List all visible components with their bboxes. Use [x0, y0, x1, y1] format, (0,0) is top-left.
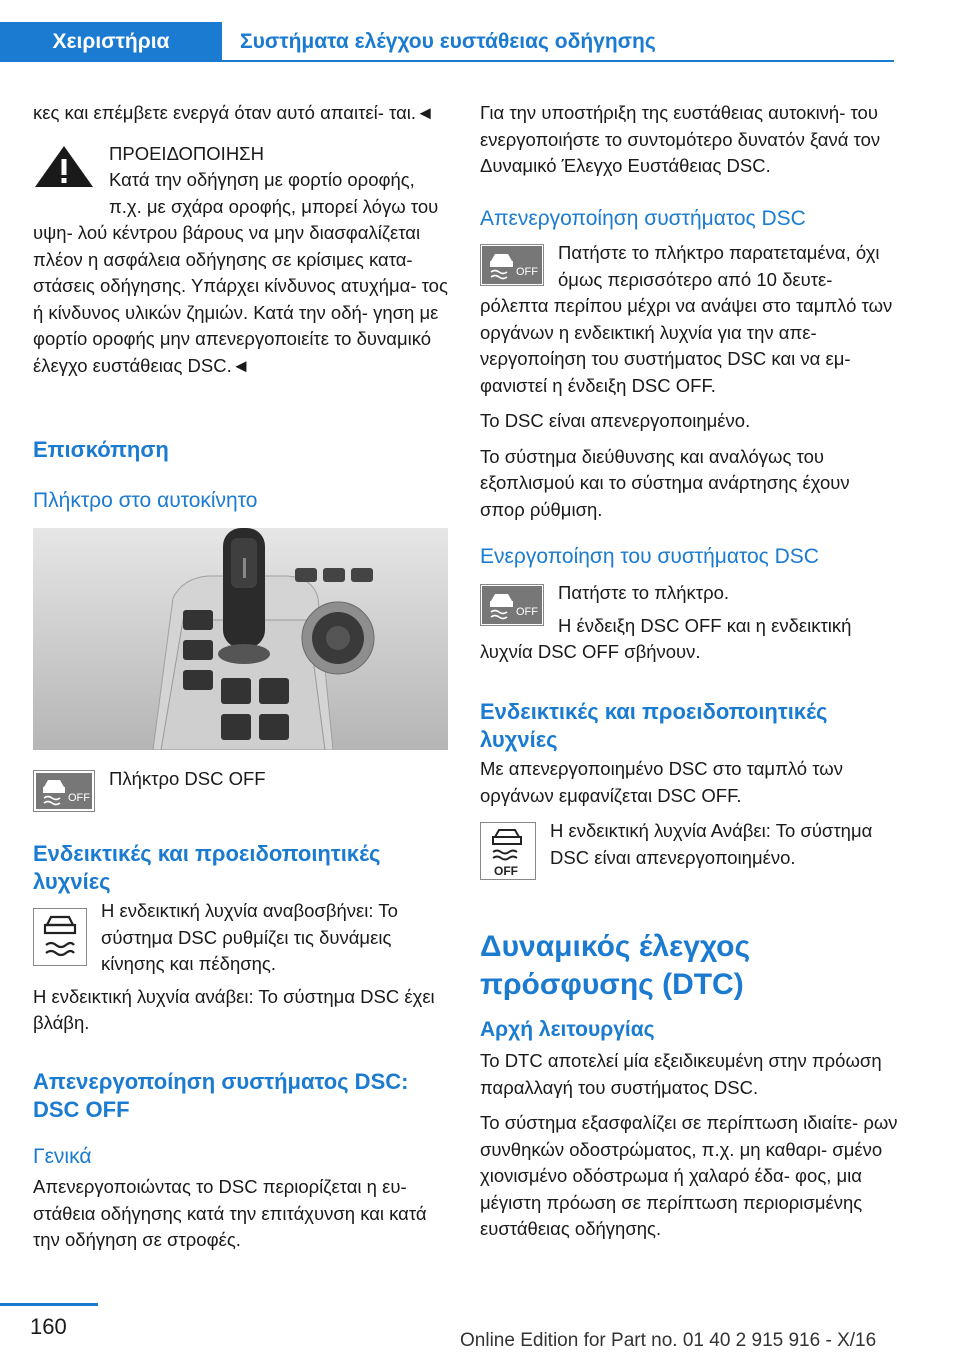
deactivate-note: Το σύστημα διεύθυνσης και αναλόγως του εξοπλισμού και το σύστημα ανάρτησης έχουν σπορ ρύθμιση. — [480, 445, 850, 520]
general-heading: Γενικά — [33, 1145, 92, 1168]
dsc-off-button-label: Πλήκτρο DSC OFF — [109, 768, 266, 789]
indicator-lamps-heading: Ενδεικτικές και προειδοποιητικές λυχνίες — [33, 841, 381, 894]
indicator-flash-text: Η ενδεικτική λυχνία αναβοσβήνει: Το σύστημα DSC ρυθμίζει τις δυνάμεις κίνησης και πέδησης. — [101, 900, 398, 974]
button-in-car-heading: Πλήκτρο στο αυτοκίνητο — [33, 489, 258, 512]
activate-step-2: Η ένδειξη DSC OFF και η ενδεικτική λυχνία DSC OFF σβήνουν. — [480, 614, 852, 662]
indicator-off-text: Η ενδεικτική λυχνία Ανάβει: Το σύστημα DSC είναι απενεργοποιημένο. — [550, 820, 873, 868]
left-column — [33, 100, 451, 379]
page-number: 160 — [30, 1314, 67, 1339]
dsc-off-button-icon — [33, 770, 95, 812]
deactivate-instructions: Πατήστε το πλήκτρο παρατεταμένα, όχι όμως περισσότερο από 10 δευτε- ρόλεπτα περίπου μέχρι να ανάψει στο ταμπλό των οργάνων η ενδεικτική λυχνία για την απε- νεργοποίηση του συστήματος DSC και να εμ- φανιστεί η ένδειξη DSC OFF. — [480, 242, 893, 396]
dsc-off-button-caption — [33, 766, 451, 818]
tab-stability-systems[interactable]: Συστήματα ελέγχου ευστάθειας οδήγησης — [240, 30, 656, 53]
deactivate-block — [480, 240, 898, 523]
dsc-off-button-icon — [480, 584, 544, 626]
activate-dsc-heading: Ενεργοποίηση του συστήματος DSC — [480, 545, 819, 568]
page-header — [0, 0, 960, 62]
center-console-photo — [33, 528, 448, 750]
dtc-heading: Δυναμικός έλεγχος πρόσφυσης (DTC) — [480, 930, 751, 1001]
svg-text:OFF: OFF — [516, 266, 538, 278]
principle-text-block — [480, 1048, 898, 1243]
overview-heading: Επισκόπηση — [33, 437, 169, 462]
indicator-display-text: Με απενεργοποιημένο DSC στο ταμπλό των οργάνων εμφανίζεται DSC OFF. — [480, 758, 843, 806]
support-text: Για την υποστήριξη της ευστάθειας αυτοκινή- του ενεργοποιήστε το συντομότερο δυνατόν ξανά τον Δυναμικό Έλεγχο Ευστάθειας DSC. — [480, 102, 881, 176]
warning-triangle-icon — [33, 143, 95, 189]
tab-controls[interactable]: Χειριστήρια — [0, 22, 222, 62]
footer-rule — [0, 1303, 98, 1306]
intro-text: κες και επέμβετε ενεργά όταν αυτό απαιτεί- ται.◄ — [33, 102, 435, 123]
deactivate-dsc-subheading: Απενεργοποίηση συστήματος DSC — [480, 207, 806, 230]
principle-text-1: Το DTC αποτελεί μία εξειδικευμένη στην πρόωση παραλλαγή του συστήματος DSC. — [480, 1050, 882, 1098]
warning-title: ΠΡΟΕΙΔΟΠΟΙΗΣΗ — [109, 142, 264, 164]
svg-text:OFF: OFF — [516, 606, 538, 618]
indicator-off-block — [480, 818, 898, 886]
dsc-indicator-icon — [33, 908, 87, 966]
principle-text-2: Το σύστημα εξασφαλίζει σε περίπτωση ιδιαίτε- ρων συνθηκών οδοστρώματος, π.χ. μη καθαρι- σμένο χιονισμένο οδόστρωμα ή χαλαρό έδα- φος, μια μέγιστη πρόωση σε περίπτωση περιορισμένης ευστάθειας οδήγησης. — [480, 1112, 898, 1239]
console-illustration — [33, 528, 448, 750]
activate-block — [480, 580, 898, 666]
deactivate-state: Το DSC είναι απενεργοποιημένο. — [480, 410, 751, 431]
edition-footer: Online Edition for Part no. 01 40 2 915 916 - X/16 — [460, 1330, 877, 1351]
dsc-off-indicator-icon — [480, 822, 536, 880]
warning-text: Κατά την οδήγηση με φορτίο οροφής, π.χ. με σχάρα οροφής, μπορεί λόγω του υψη- λού κέντρου βάρους να μην διασφαλίζεται πλέον η ασφάλεια οδήγησης σε κρίσιμες κατα- στάσεις οδήγησης. Υπάρχει κίνδυνος ατυχήμα- τος ή κίνδυνος υλικών ζημιών. Κατά την οδή- γηση με φορτίο οροφής μην απενεργοποιείτε το δυναμικό έλεγχο ευστάθειας DSC.◄ — [33, 169, 448, 376]
general-text: Απενεργοποιώντας το DSC περιορίζεται η ευ- στάθεια οδήγησης κατά την επιτάχυνση και κατά την οδήγηση σε στροφές. — [33, 1176, 427, 1250]
warning-block — [33, 141, 451, 380]
dsc-off-button-icon — [480, 244, 544, 286]
activate-step-1: Πατήστε το πλήκτρο. — [558, 582, 730, 603]
svg-text:OFF: OFF — [68, 792, 90, 804]
header-rule — [222, 60, 894, 62]
indicator-flash-block — [33, 898, 451, 1037]
indicator-lamps-heading-right: Ενδεικτικές και προειδοποιητικές λυχνίες — [480, 699, 828, 752]
principle-heading: Αρχή λειτουργίας — [480, 1018, 655, 1041]
deactivate-dsc-heading: Απενεργοποίηση συστήματος DSC: DSC OFF — [33, 1069, 409, 1122]
svg-text:OFF: OFF — [494, 864, 518, 878]
indicator-on-text: Η ενδεικτική λυχνία ανάβει: Το σύστημα DSC έχει βλάβη. — [33, 985, 435, 1033]
